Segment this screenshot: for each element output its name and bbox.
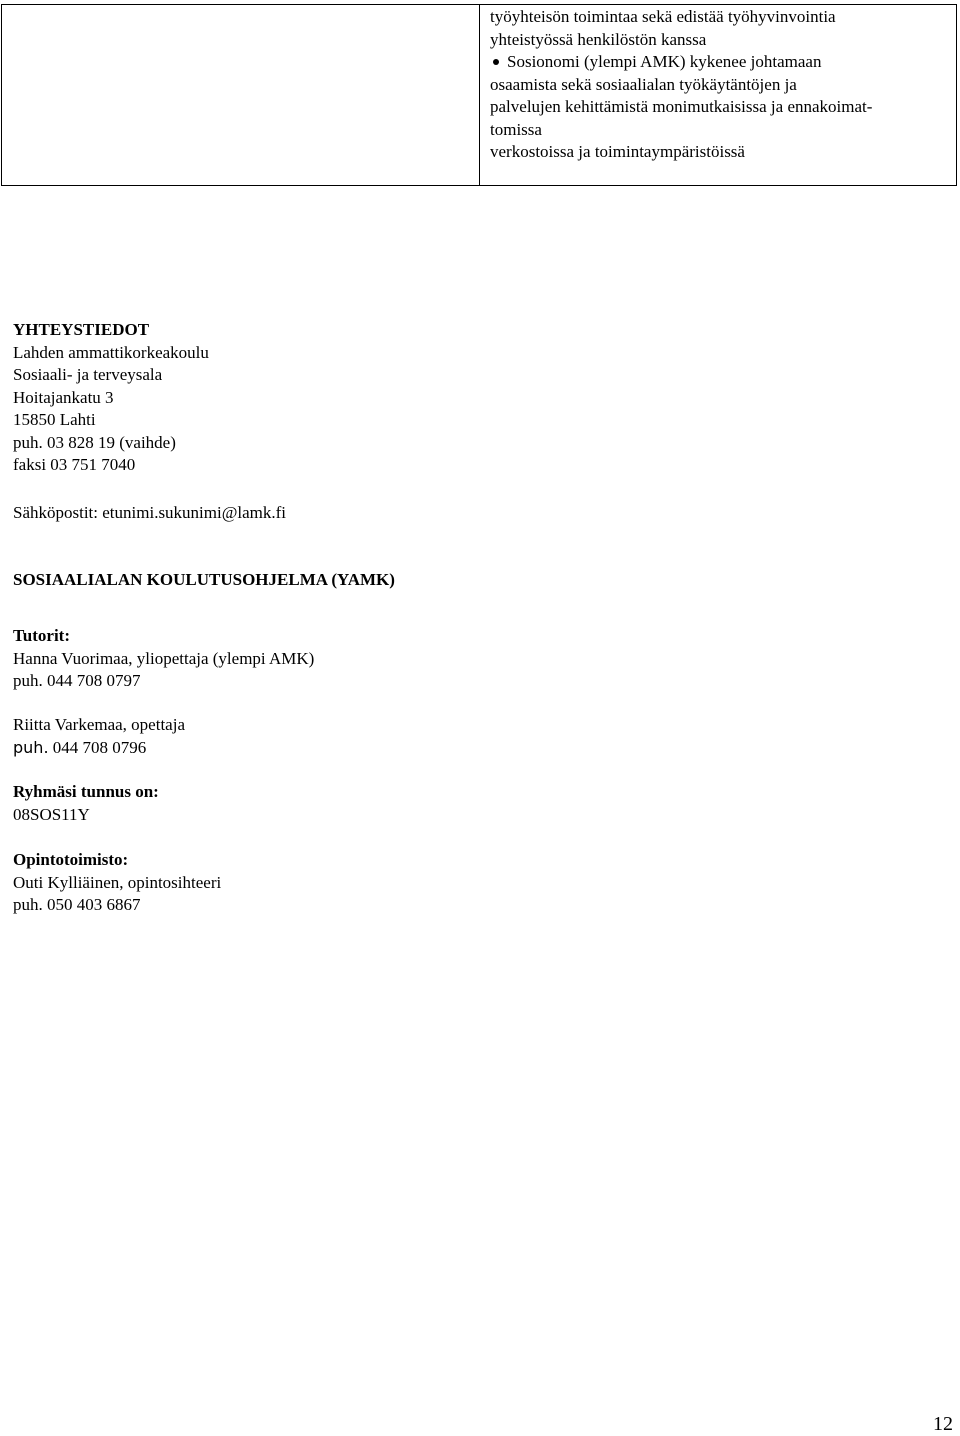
bullet-item (490, 51, 930, 74)
contact-line: Hoitajankatu 3 (13, 387, 114, 407)
program-heading-block (13, 569, 395, 592)
table-text-line: yhteistyössä henkilöstön kanssa (490, 29, 707, 49)
table-text-line: palvelujen kehittämistä monimutkaisissa ja ennakoimat- (490, 97, 873, 116)
program-heading: SOSIAALIALAN KOULUTUSOHJELMA (YAMK) (13, 570, 395, 589)
contact-line: faksi 03 751 7040 (13, 455, 136, 474)
email-text: Sähköpostit: etunimi.sukunimi@lamk.fi (13, 503, 287, 522)
table-text-line: tomissa (490, 119, 542, 139)
page-number: 12 (933, 1413, 953, 1435)
bullet-icon (493, 59, 499, 65)
contact-line: Lahden ammattikorkeakoulu (13, 342, 209, 362)
tutors-section (13, 625, 314, 693)
tutors-label: Tutorit: (13, 626, 70, 645)
group-code: 08SOS11Y (13, 804, 90, 824)
table-right-cell (490, 6, 930, 164)
table-left-cell (2, 5, 480, 185)
contact-heading: YHTEYSTIEDOT (13, 320, 150, 339)
contact-line: puh. 03 828 19 (vaihde) (13, 432, 176, 452)
tutor-name: Riitta Varkemaa, opettaja (13, 715, 185, 734)
table-text-line: työyhteisön toimintaa sekä edistää työhyvinvointia (490, 7, 836, 26)
tutor-name: Hanna Vuorimaa, yliopettaja (ylempi AMK) (13, 648, 315, 668)
group-label: Ryhmäsi tunnus on: (13, 782, 159, 801)
tutor-phone-number: 044 708 0796 (48, 737, 147, 757)
office-phone: puh. 050 403 6867 (13, 895, 141, 914)
tutor-phone: puh. 044 708 0797 (13, 671, 141, 690)
group-section (13, 781, 159, 826)
office-section (13, 849, 221, 917)
office-label: Opintotoimisto: (13, 850, 129, 869)
contact-section (13, 319, 209, 477)
tutor-phone (13, 737, 185, 760)
contact-line: Sosiaali- ja terveysala (13, 365, 163, 384)
table-fragment (1, 4, 957, 186)
tutor-phone-prefix: puh. (13, 737, 49, 757)
table-text-line: verkostoissa ja toimintaympäristöissä (490, 142, 745, 161)
office-name: Outi Kylliäinen, opintosihteeri (13, 872, 222, 892)
table-text-line: osaamista sekä sosiaalialan työkäytäntöjen ja (490, 74, 797, 94)
contact-line: 15850 Lahti (13, 410, 96, 429)
bullet-text: Sosionomi (ylempi AMK) kykenee johtamaan (507, 52, 822, 71)
tutor2-section (13, 714, 185, 759)
email-line (13, 502, 286, 525)
